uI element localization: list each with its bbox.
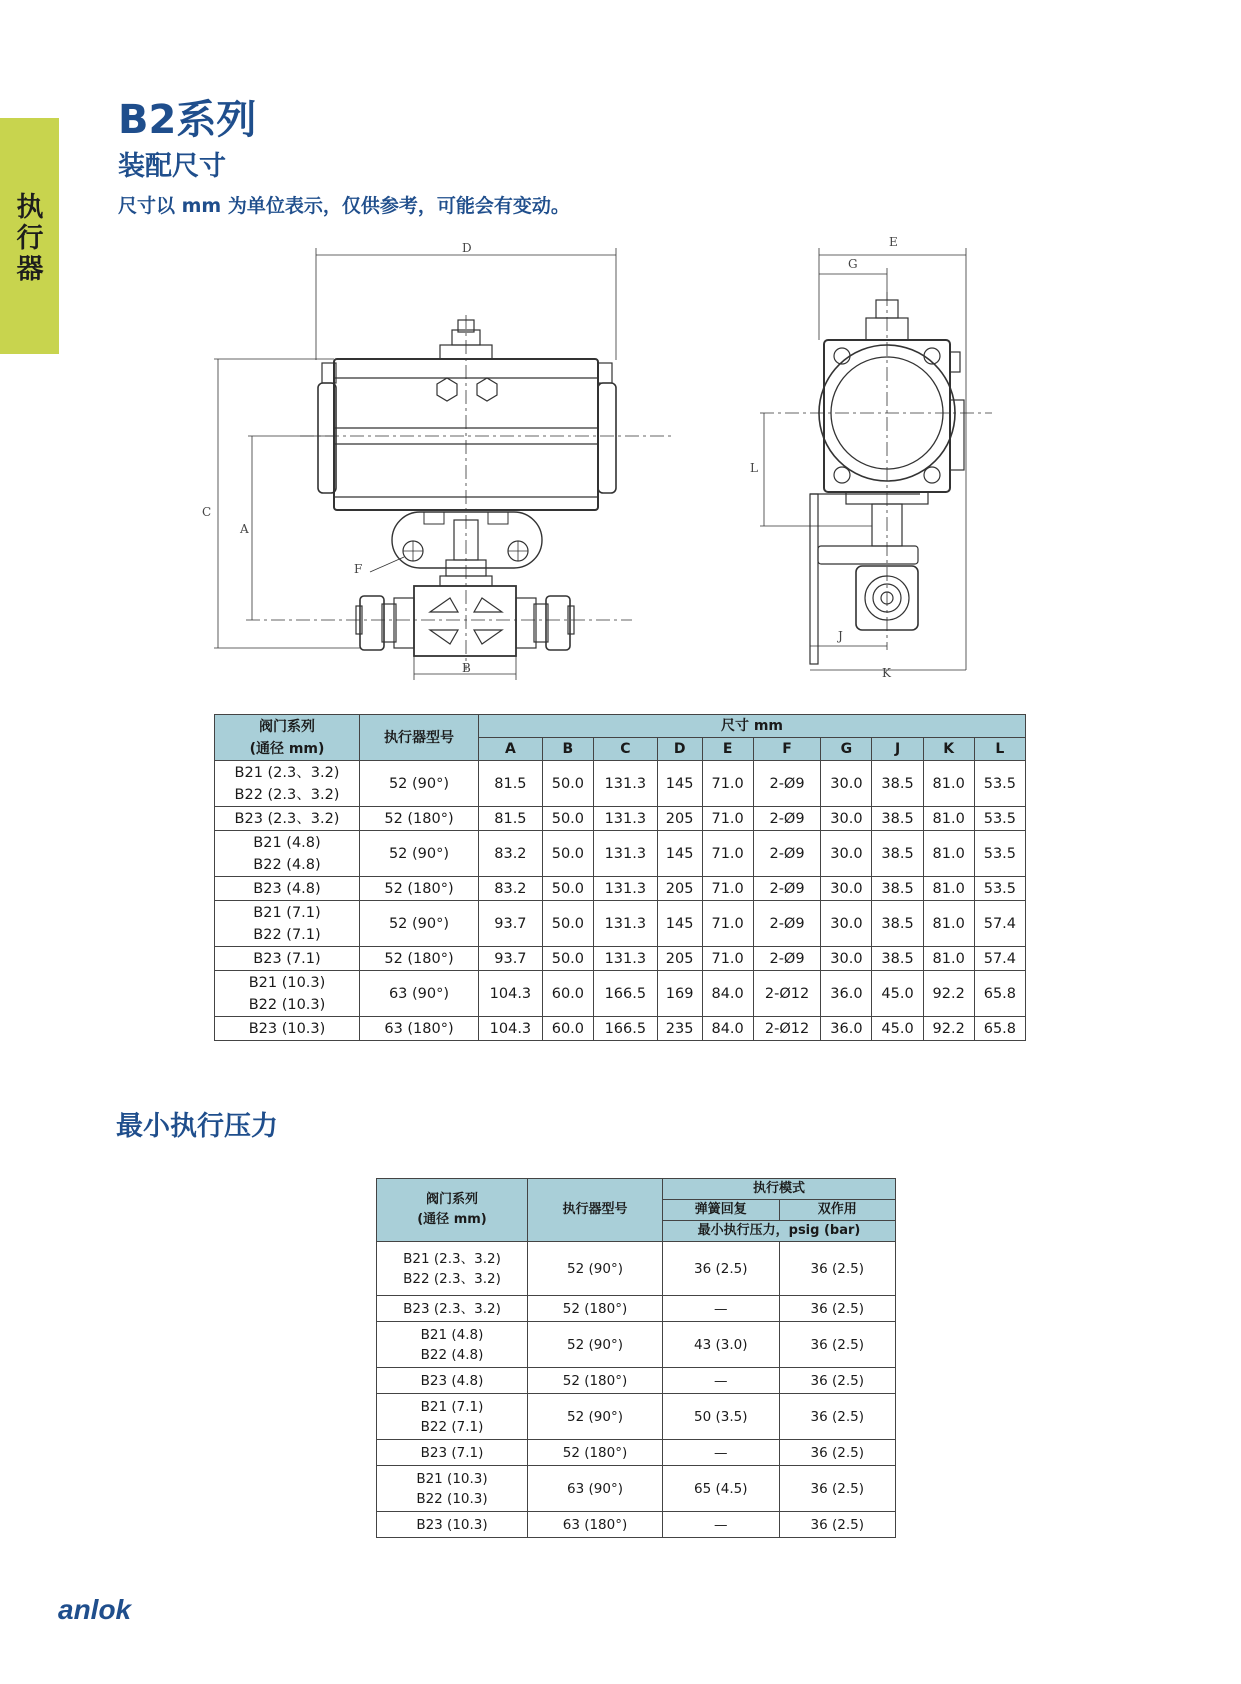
dim-value-cell: 53.5	[974, 831, 1025, 877]
assembly-drawing	[0, 0, 1241, 700]
dim-value-cell: 30.0	[821, 807, 872, 831]
p-actuator-cell: 52 (180°)	[528, 1368, 663, 1394]
p-spring-cell: 43 (3.0)	[663, 1322, 780, 1368]
dim-value-cell: 2-Ø12	[753, 1017, 821, 1041]
valve-series-cell: B21 (2.3、3.2) B22 (2.3、3.2)	[215, 761, 360, 807]
dim-col-header: C	[593, 738, 657, 761]
label-a: A	[240, 522, 249, 536]
dim-value-cell: 84.0	[702, 1017, 753, 1041]
dim-value-cell: 53.5	[974, 877, 1025, 901]
dim-value-cell: 93.7	[479, 947, 543, 971]
p-double-cell: 36 (2.5)	[779, 1512, 896, 1538]
dim-value-cell: 45.0	[872, 1017, 923, 1041]
dim-value-cell: 81.0	[923, 877, 974, 901]
label-g: G	[848, 257, 858, 271]
dim-value-cell: 50.0	[542, 947, 593, 971]
label-d: D	[462, 241, 472, 255]
dim-value-cell: 71.0	[702, 761, 753, 807]
dim-value-cell: 38.5	[872, 807, 923, 831]
dim-value-cell: 45.0	[872, 971, 923, 1017]
pressure-title: 最小执行压力	[116, 1111, 278, 1142]
dim-value-cell: 2-Ø9	[753, 877, 821, 901]
p-valve-series-header: 阀门系列 (通径 mm)	[377, 1179, 528, 1242]
p-valve-series-cell: B21 (7.1) B22 (7.1)	[377, 1394, 528, 1440]
table-row	[377, 1368, 896, 1394]
dim-value-cell: 81.5	[479, 807, 543, 831]
dim-value-cell: 38.5	[872, 877, 923, 901]
dim-value-cell: 65.8	[974, 1017, 1025, 1041]
p-valve-series-cell: B23 (10.3)	[377, 1512, 528, 1538]
p-spring-cell: —	[663, 1512, 780, 1538]
dim-value-cell: 83.2	[479, 877, 543, 901]
actuator-model-cell: 52 (180°)	[360, 807, 479, 831]
actuator-model-cell: 63 (90°)	[360, 971, 479, 1017]
dim-value-cell: 104.3	[479, 971, 543, 1017]
actuator-model-cell: 52 (90°)	[360, 831, 479, 877]
min-pressure-header: 最小执行压力，psig (bar)	[663, 1221, 896, 1242]
p-valve-series-cell: B21 (4.8) B22 (4.8)	[377, 1322, 528, 1368]
p-valve-series-cell: B23 (7.1)	[377, 1440, 528, 1466]
label-l: L	[750, 461, 758, 475]
table-row	[377, 1466, 896, 1512]
valve-series-cell: B21 (7.1) B22 (7.1)	[215, 901, 360, 947]
label-e: E	[889, 235, 898, 249]
p-valve-series-cell: B21 (2.3、3.2) B22 (2.3、3.2)	[377, 1242, 528, 1296]
dim-value-cell: 81.0	[923, 947, 974, 971]
dim-value-cell: 2-Ø12	[753, 971, 821, 1017]
dim-value-cell: 53.5	[974, 807, 1025, 831]
dim-value-cell: 93.7	[479, 901, 543, 947]
dim-value-cell: 36.0	[821, 971, 872, 1017]
dim-value-cell: 205	[657, 947, 702, 971]
dim-col-header: D	[657, 738, 702, 761]
p-actuator-cell: 63 (90°)	[528, 1466, 663, 1512]
dim-value-cell: 131.3	[593, 901, 657, 947]
table-row	[377, 1296, 896, 1322]
table-row	[215, 901, 1026, 947]
valve-series-cell: B21 (4.8) B22 (4.8)	[215, 831, 360, 877]
dim-value-cell: 57.4	[974, 901, 1025, 947]
dim-value-cell: 50.0	[542, 807, 593, 831]
dim-value-cell: 50.0	[542, 877, 593, 901]
label-b: B	[462, 661, 471, 675]
table-row	[215, 831, 1026, 877]
valve-series-cell: B23 (2.3、3.2)	[215, 807, 360, 831]
dim-value-cell: 30.0	[821, 877, 872, 901]
dim-value-cell: 2-Ø9	[753, 901, 821, 947]
valve-series-cell: B23 (10.3)	[215, 1017, 360, 1041]
p-spring-cell: 65 (4.5)	[663, 1466, 780, 1512]
dim-value-cell: 30.0	[821, 947, 872, 971]
p-double-cell: 36 (2.5)	[779, 1440, 896, 1466]
dim-value-cell: 81.0	[923, 761, 974, 807]
dim-value-cell: 71.0	[702, 947, 753, 971]
dim-value-cell: 131.3	[593, 831, 657, 877]
p-double-cell: 36 (2.5)	[779, 1322, 896, 1368]
p-double-cell: 36 (2.5)	[779, 1394, 896, 1440]
p-actuator-header: 执行器型号	[528, 1179, 663, 1242]
dim-value-cell: 53.5	[974, 761, 1025, 807]
actuator-model-cell: 52 (90°)	[360, 901, 479, 947]
dim-value-cell: 169	[657, 971, 702, 1017]
p-double-cell: 36 (2.5)	[779, 1296, 896, 1322]
dim-col-header: L	[974, 738, 1025, 761]
p-valve-series-cell: B23 (4.8)	[377, 1368, 528, 1394]
dim-col-header: E	[702, 738, 753, 761]
valve-series-header: 阀门系列 (通径 mm)	[215, 715, 360, 761]
dim-col-header: F	[753, 738, 821, 761]
dim-value-cell: 131.3	[593, 807, 657, 831]
dim-value-cell: 30.0	[821, 831, 872, 877]
dim-value-cell: 145	[657, 831, 702, 877]
pressure-table	[376, 1178, 896, 1538]
actuator-model-cell: 63 (180°)	[360, 1017, 479, 1041]
svg-text:anlok: anlok	[58, 1594, 132, 1625]
dim-value-cell: 131.3	[593, 877, 657, 901]
p-spring-cell: —	[663, 1440, 780, 1466]
dim-value-cell: 81.0	[923, 831, 974, 877]
dim-value-cell: 235	[657, 1017, 702, 1041]
table-row	[215, 947, 1026, 971]
dim-value-cell: 38.5	[872, 761, 923, 807]
dim-value-cell: 71.0	[702, 807, 753, 831]
size-header: 尺寸 mm	[479, 715, 1026, 738]
dim-value-cell: 50.0	[542, 901, 593, 947]
p-spring-cell: 36 (2.5)	[663, 1242, 780, 1296]
dim-value-cell: 2-Ø9	[753, 831, 821, 877]
dim-value-cell: 38.5	[872, 831, 923, 877]
p-valve-series-cell: B23 (2.3、3.2)	[377, 1296, 528, 1322]
spring-header: 弹簧回复	[663, 1200, 780, 1221]
dim-value-cell: 38.5	[872, 901, 923, 947]
dim-value-cell: 38.5	[872, 947, 923, 971]
dim-value-cell: 2-Ø9	[753, 807, 821, 831]
p-actuator-cell: 52 (90°)	[528, 1394, 663, 1440]
dim-value-cell: 81.0	[923, 901, 974, 947]
dim-value-cell: 65.8	[974, 971, 1025, 1017]
dim-col-header: G	[821, 738, 872, 761]
dim-value-cell: 81.0	[923, 807, 974, 831]
mode-header: 执行模式	[663, 1179, 896, 1200]
dimension-table	[214, 714, 1026, 1041]
section-title: 装配尺寸	[118, 151, 226, 182]
dim-value-cell: 71.0	[702, 901, 753, 947]
dim-value-cell: 131.3	[593, 947, 657, 971]
dim-value-cell: 60.0	[542, 971, 593, 1017]
p-actuator-cell: 52 (180°)	[528, 1296, 663, 1322]
p-spring-cell: —	[663, 1368, 780, 1394]
actuator-model-cell: 52 (90°)	[360, 761, 479, 807]
p-double-cell: 36 (2.5)	[779, 1242, 896, 1296]
p-actuator-cell: 52 (90°)	[528, 1242, 663, 1296]
dim-value-cell: 131.3	[593, 761, 657, 807]
valve-series-cell: B21 (10.3) B22 (10.3)	[215, 971, 360, 1017]
table-row	[377, 1440, 896, 1466]
p-spring-cell: 50 (3.5)	[663, 1394, 780, 1440]
dim-value-cell: 92.2	[923, 971, 974, 1017]
dim-value-cell: 60.0	[542, 1017, 593, 1041]
actuator-model-cell: 52 (180°)	[360, 947, 479, 971]
dim-value-cell: 205	[657, 807, 702, 831]
dim-value-cell: 71.0	[702, 877, 753, 901]
dim-value-cell: 104.3	[479, 1017, 543, 1041]
valve-series-cell: B23 (4.8)	[215, 877, 360, 901]
dim-col-header: A	[479, 738, 543, 761]
dim-value-cell: 50.0	[542, 831, 593, 877]
double-header: 双作用	[779, 1200, 896, 1221]
table-row	[377, 1242, 896, 1296]
actuator-model-cell: 52 (180°)	[360, 877, 479, 901]
units-note: 尺寸以 mm 为单位表示，仅供参考，可能会有变动。	[118, 195, 570, 217]
dim-value-cell: 84.0	[702, 971, 753, 1017]
anlok-logo	[58, 1592, 138, 1628]
dim-col-header: K	[923, 738, 974, 761]
label-k: K	[882, 666, 891, 680]
table-row	[215, 971, 1026, 1017]
side-tab-label: 执行器	[16, 192, 44, 285]
series-title: B2系列	[118, 97, 257, 143]
table-row	[215, 877, 1026, 901]
table-row	[215, 1017, 1026, 1041]
dim-col-header: J	[872, 738, 923, 761]
dim-value-cell: 57.4	[974, 947, 1025, 971]
dim-value-cell: 205	[657, 877, 702, 901]
dim-value-cell: 145	[657, 901, 702, 947]
dim-value-cell: 2-Ø9	[753, 761, 821, 807]
table-row	[377, 1322, 896, 1368]
actuator-model-header: 执行器型号	[360, 715, 479, 761]
dim-value-cell: 30.0	[821, 761, 872, 807]
dim-value-cell: 36.0	[821, 1017, 872, 1041]
label-c: C	[202, 505, 212, 519]
dim-value-cell: 30.0	[821, 901, 872, 947]
dim-col-header: B	[542, 738, 593, 761]
p-actuator-cell: 52 (180°)	[528, 1440, 663, 1466]
dim-value-cell: 92.2	[923, 1017, 974, 1041]
p-double-cell: 36 (2.5)	[779, 1368, 896, 1394]
table-row	[215, 761, 1026, 807]
p-double-cell: 36 (2.5)	[779, 1466, 896, 1512]
dim-value-cell: 50.0	[542, 761, 593, 807]
label-f: F	[354, 562, 363, 576]
p-actuator-cell: 52 (90°)	[528, 1322, 663, 1368]
table-row	[377, 1394, 896, 1440]
dim-value-cell: 166.5	[593, 971, 657, 1017]
label-j: J	[838, 629, 843, 643]
dim-value-cell: 71.0	[702, 831, 753, 877]
dim-value-cell: 83.2	[479, 831, 543, 877]
p-spring-cell: —	[663, 1296, 780, 1322]
p-actuator-cell: 63 (180°)	[528, 1512, 663, 1538]
valve-series-cell: B23 (7.1)	[215, 947, 360, 971]
table-row	[377, 1512, 896, 1538]
dim-value-cell: 81.5	[479, 761, 543, 807]
p-valve-series-cell: B21 (10.3) B22 (10.3)	[377, 1466, 528, 1512]
table-row	[215, 807, 1026, 831]
dim-value-cell: 2-Ø9	[753, 947, 821, 971]
dim-value-cell: 166.5	[593, 1017, 657, 1041]
dim-value-cell: 145	[657, 761, 702, 807]
